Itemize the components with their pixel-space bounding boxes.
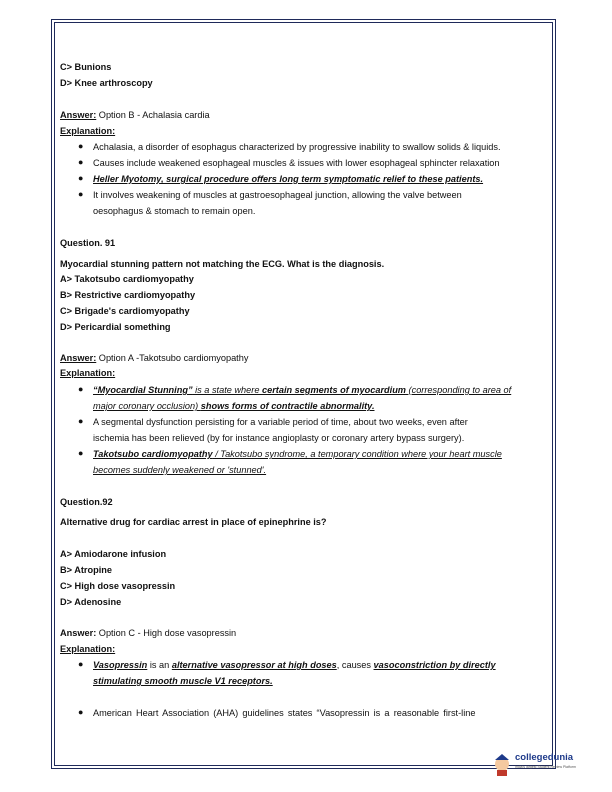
q90-option-c: C> Bunions bbox=[60, 62, 112, 72]
bullet-icon: ● bbox=[78, 384, 84, 394]
bullet-icon: ● bbox=[78, 707, 84, 717]
logo-tagline: India's largest Student Review Platform bbox=[515, 765, 576, 769]
q91-option-c: C> Brigade's cardiomyopathy bbox=[60, 306, 190, 316]
q91-bullet-3-cont: becomes suddenly weakened or 'stunned'. bbox=[93, 465, 267, 475]
q92-explanation-label: Explanation: bbox=[60, 644, 116, 654]
q90-bullet-3: Heller Myotomy, surgical procedure offers long term symptomatic relief to these patients. bbox=[93, 174, 484, 184]
q92-bullet-2: American Heart Association (AHA) guidelines states “Vasopressin is a reasonable first-line bbox=[93, 708, 476, 718]
bullet-icon: ● bbox=[78, 448, 84, 458]
bullet-icon: ● bbox=[78, 416, 84, 426]
q90-bullet-4-cont: oesophagus & stomach to remain open. bbox=[93, 206, 256, 216]
q91-bullet-1: “Myocardial Stunning” is a state where certain segments of myocardium (corresponding to area of bbox=[93, 385, 512, 395]
q92-bullet-1-cont: stimulating smooth muscle V1 receptors. bbox=[93, 676, 273, 686]
q91-option-a: A> Takotsubo cardiomyopathy bbox=[60, 274, 194, 284]
q91-option-b: B> Restrictive cardiomyopathy bbox=[60, 290, 196, 300]
q92-option-d: D> Adenosine bbox=[60, 597, 122, 607]
q91-question: Myocardial stunning pattern not matching the ECG. What is the diagnosis. bbox=[60, 259, 385, 269]
bullet-icon: ● bbox=[78, 157, 84, 167]
q91-title: Question. 91 bbox=[60, 238, 116, 248]
bullet-icon: ● bbox=[78, 659, 84, 669]
q90-option-d: D> Knee arthroscopy bbox=[60, 78, 153, 88]
q90-bullet-2: Causes include weakened esophageal muscles & issues with lower esophageal sphincter relaxation bbox=[93, 158, 500, 168]
q91-bullet-3: Takotsubo cardiomyopathy / Takotsubo syndrome, a temporary condition where your heart muscle bbox=[93, 449, 502, 459]
q91-option-d: D> Pericardial something bbox=[60, 322, 171, 332]
q92-question: Alternative drug for cardiac arrest in place of epinephrine is? bbox=[60, 517, 327, 527]
q91-bullet-2: A segmental dysfunction persisting for a variable period of time, about two weeks, even after bbox=[93, 417, 468, 427]
q90-bullet-1: Achalasia, a disorder of esophagus characterized by progressive inability to swallow solids & liquids. bbox=[93, 142, 501, 152]
q91-bullet-1-cont: major coronary occlusion) shows forms of contractile abnormality. bbox=[93, 401, 375, 411]
q90-explanation-label: Explanation: bbox=[60, 126, 116, 136]
bullet-icon: ● bbox=[78, 189, 84, 199]
q92-title: Question.92 bbox=[60, 497, 113, 507]
q90-bullet-4: It involves weakening of muscles at gastroesophageal junction, allowing the valve between bbox=[93, 190, 462, 200]
q91-answer: Answer: Option A -Takotsubo cardiomyopathy bbox=[60, 353, 249, 363]
q90-answer: Answer: Option B - Achalasia cardia bbox=[60, 110, 210, 120]
logo-name: collegedunia bbox=[515, 752, 574, 763]
q92-answer: Answer: Option C - High dose vasopressin bbox=[60, 628, 237, 638]
q92-option-a: A> Amiodarone infusion bbox=[60, 549, 167, 559]
q91-explanation-label: Explanation: bbox=[60, 368, 116, 378]
q92-option-c: C> High dose vasopressin bbox=[60, 581, 176, 591]
bullet-icon: ● bbox=[78, 141, 84, 151]
q92-option-b: B> Atropine bbox=[60, 565, 112, 575]
q92-bullet-1: Vasopressin is an alternative vasopressor at high doses, causes vasoconstriction by directly bbox=[93, 660, 496, 670]
bullet-icon: ● bbox=[78, 173, 84, 183]
q91-bullet-2-cont: ischemia has been relieved (by for instance angioplasty or coronary artery bypass surgery). bbox=[93, 433, 465, 443]
